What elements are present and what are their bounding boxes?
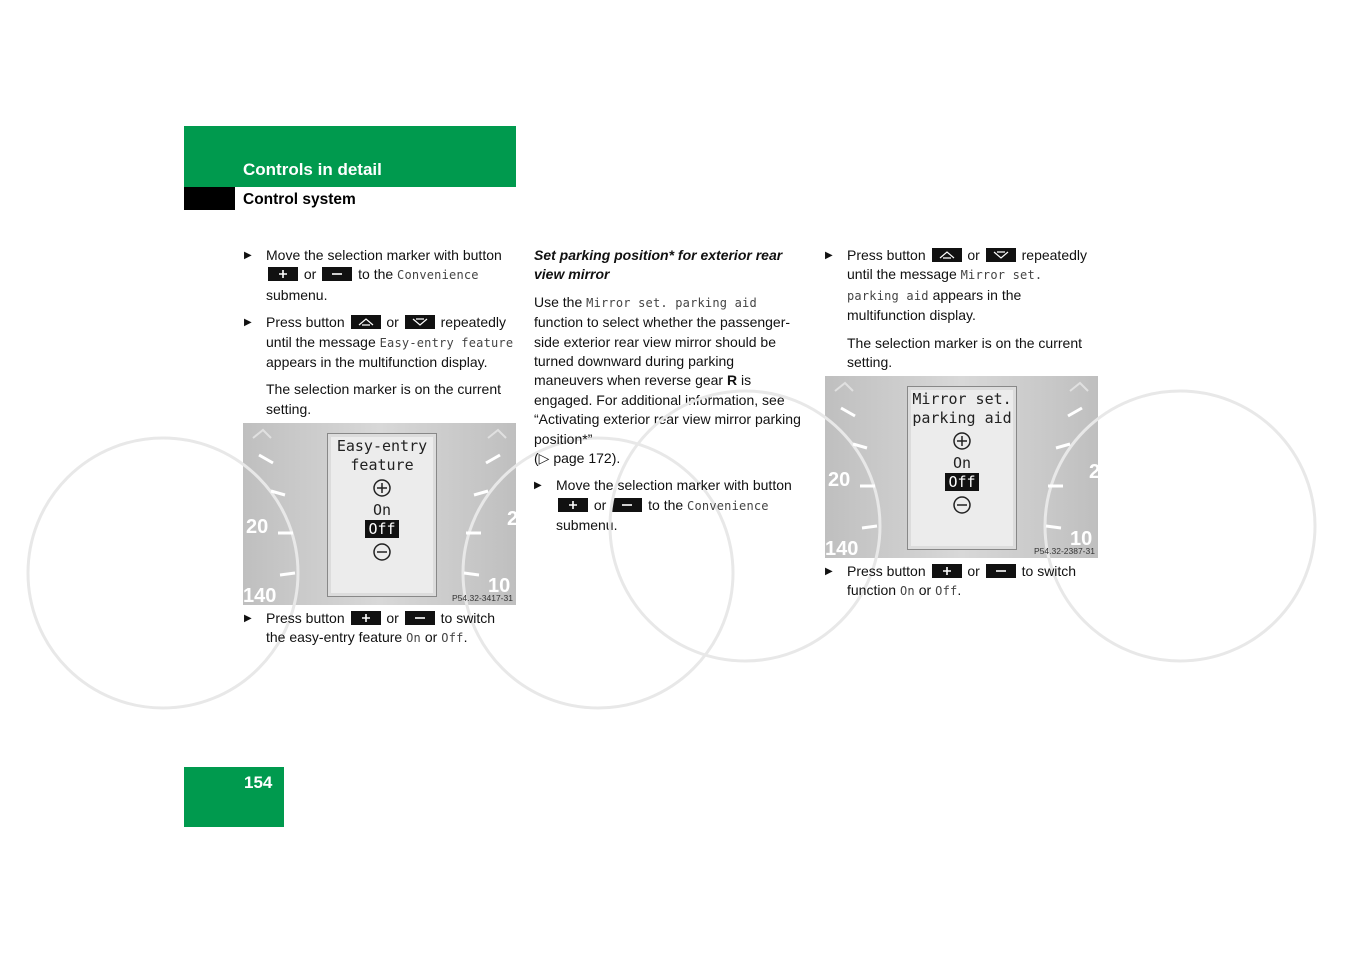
bullet-arrow-icon: ▶ <box>244 613 252 624</box>
plus-button-icon <box>558 498 588 512</box>
column-1-bottom <box>244 609 516 649</box>
bullet-arrow-icon: ▶ <box>825 566 833 577</box>
gauge-label: 140 <box>825 538 859 560</box>
lcd-option-off-selected: Off <box>945 473 978 491</box>
column-3-bottom <box>825 562 1098 602</box>
instruction-step: ▶ Move the selection marker with button or to the Convenience submenu. <box>534 477 792 534</box>
column-3 <box>825 246 1098 372</box>
multifunction-display-figure <box>825 376 1101 560</box>
gauge-label: 20 <box>828 469 851 491</box>
plus-circle-icon <box>952 431 972 451</box>
bullet-arrow-icon: ▶ <box>534 480 542 492</box>
gauge-label: 20 <box>246 516 269 538</box>
page-number: 154 <box>244 773 273 792</box>
lcd-title-line: parking aid <box>912 409 1012 427</box>
plus-button-icon <box>351 611 381 625</box>
bullet-arrow-icon: ▶ <box>244 250 252 261</box>
subsection-marker <box>184 187 235 210</box>
down-button-icon <box>405 315 435 329</box>
instruction-step: ▶ Move the selection marker with button or to the Convenience submenu. <box>244 247 502 303</box>
lcd-title-line: Easy-entry <box>336 437 428 455</box>
instruction-step: ▶ Press button or repeatedly until the message Easy-entry feature appears in the multifunction display. <box>244 314 514 371</box>
body-paragraph: Use the Mirror set. parking aid function to select whether the passenger-side exterior rear view mirror should be turned downward during parking maneuvers when reverse gear R is engaged. For additional information, see “Activating exterior rear view mirror parking position*” (▷ page 172). <box>534 293 801 467</box>
down-button-icon <box>986 248 1016 262</box>
subsection-title: Control system <box>243 191 356 208</box>
gauge-label: 10 <box>1070 528 1093 550</box>
plus-button-icon <box>268 267 298 281</box>
instruction-step: ▶ Press button or repeatedly until the message Mirror set. parking aid appears in the multifunction display. <box>825 247 1088 324</box>
page-reference: (▷ page 172). <box>534 450 621 467</box>
note-text: The selection marker is on the current setting. <box>266 381 501 417</box>
gauge-label: 140 <box>243 585 277 607</box>
column-2 <box>534 246 806 536</box>
bullet-arrow-icon: ▶ <box>244 317 252 329</box>
minus-button-icon <box>612 498 642 512</box>
section-title: Controls in detail <box>243 160 382 179</box>
lcd-screen <box>327 433 437 597</box>
bullet-arrow-icon: ▶ <box>825 250 833 261</box>
up-button-icon <box>932 248 962 262</box>
gauge-label: 2 <box>507 508 519 530</box>
lcd-option-on: On <box>952 454 972 472</box>
instruction-step: ▶ Press button or to switch function On or Off. <box>825 563 1077 599</box>
up-button-icon <box>351 315 381 329</box>
plus-circle-icon <box>372 478 392 498</box>
gauge-label: 2 <box>1089 461 1101 483</box>
multifunction-display-figure <box>243 423 519 607</box>
lcd-title-line: Mirror set. <box>912 390 1012 408</box>
minus-circle-icon <box>372 542 392 562</box>
lcd-option-off-selected: Off <box>365 520 398 538</box>
section-heading: Set parking position* for exterior rear view mirror <box>534 247 783 283</box>
minus-button-icon <box>405 611 435 625</box>
plus-button-icon <box>932 564 962 578</box>
column-1 <box>244 246 516 419</box>
gauge-label: 10 <box>488 575 511 597</box>
figure-id: P54.32-3417-31 <box>452 593 513 603</box>
minus-button-icon <box>322 267 352 281</box>
minus-button-icon <box>986 564 1016 578</box>
lcd-option-on: On <box>372 501 392 519</box>
figure-id: P54.32-2387-31 <box>1034 546 1095 556</box>
lcd-title-line: feature <box>350 456 414 474</box>
note-text: The selection marker is on the current setting. <box>847 334 1082 371</box>
instruction-step: ▶ Press button or to switch the easy-entry feature On or Off. <box>244 610 496 646</box>
minus-circle-icon <box>952 495 972 515</box>
lcd-screen <box>907 386 1017 550</box>
